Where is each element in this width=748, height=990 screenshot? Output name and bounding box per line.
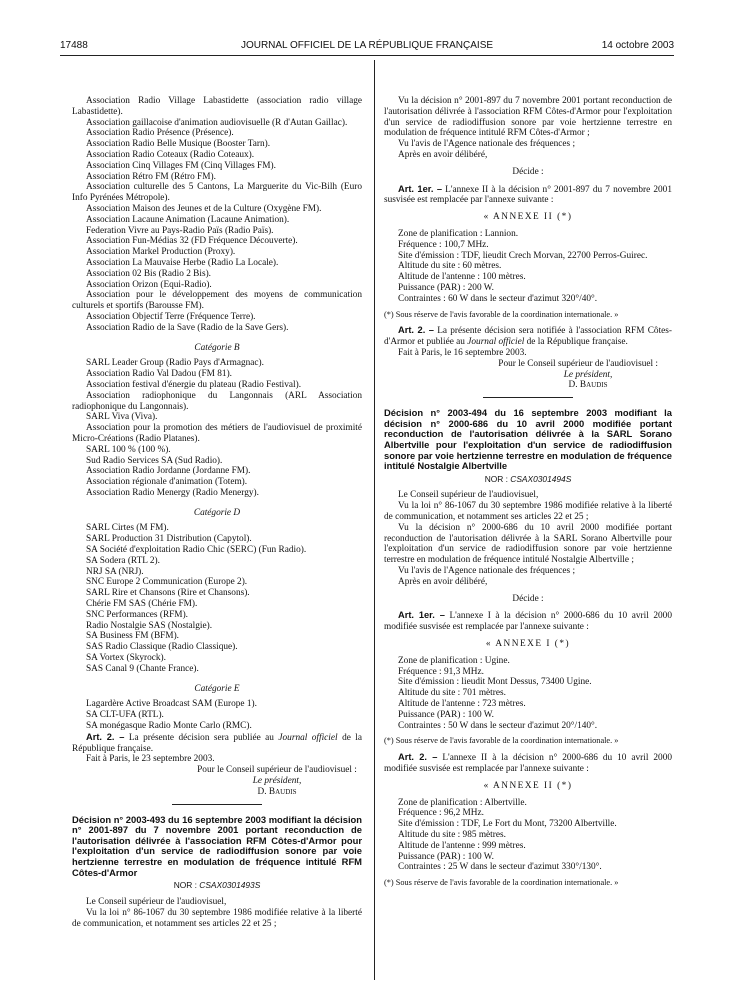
page-header (60, 40, 674, 54)
station-entry: Association Radio Présence (Présence). (86, 128, 234, 139)
article-1: Art. 1er. – L'annexe II à la décision n° 2001-897 du 7 novembre 2001 susvisée est remplacée par l'annexe suivante : (384, 183, 672, 206)
station-entry: Association radiophonique du Langonnais (ARL Association radiophonique du Langonnais). (72, 390, 362, 412)
annexe-line: Altitude de l'antenne : 723 mètres. (398, 699, 526, 710)
station-entry: SARL 100 % (100 %). (86, 444, 171, 455)
station-entry: Association Radio Val Dadou (FM 81). (86, 369, 232, 380)
issue-date: 14 octobre 2003 (601, 40, 674, 51)
annexe-line: Site d'émission : TDF, Le Fort du Mont, 73200 Albertville. (398, 819, 617, 830)
signature-role: Le président, (252, 776, 302, 787)
category-b-list (72, 358, 362, 498)
station-entry: SA monégasque Radio Monte Carlo (RMC). (86, 721, 252, 732)
station-entry: SA Sodera (RTL 2). (86, 555, 160, 566)
station-entry: Association Radio Village Labastidette (association radio village Labastidette). (72, 96, 362, 117)
station-entry: Association Radio Menergy (Radio Menergy). (86, 487, 259, 498)
signature-line: Pour le Conseil supérieur de l'audiovisuel : (498, 358, 658, 369)
article-2: Art. 2. – L'annexe II à la décision n° 2000-686 du 10 avril 2000 modifiée susvisée est remplacée par l'annexe suivante : (384, 752, 672, 775)
signature-name: D. Baudis (568, 380, 608, 391)
station-entry: Lagardère Active Broadcast SAM (Europe 1). (86, 699, 257, 710)
annexe-title: « ANNEXE II (*) (483, 212, 573, 223)
station-entry: SA Business FM (BFM). (86, 631, 179, 642)
station-entry: Association Radio Coteaux (Radio Coteaux). (86, 149, 255, 160)
annexe-line: Fréquence : 100,7 MHz. (398, 239, 489, 250)
station-entry: Association Lacaune Animation (Lacaune Animation). (86, 214, 290, 225)
body-paragraph: Vu la loi n° 86-1067 du 30 septembre 1986 modifiée relative à la liberté de communication, et notamment ses articles 22 et 25 ; (384, 501, 672, 523)
station-entry: SA Société d'exploitation Radio Chic (SERC) (Fun Radio). (86, 545, 307, 556)
category-e-title: Catégorie E (194, 683, 240, 694)
article-2: Art. 2. – La présente décision sera notifiée à l'association RFM Côtes-d'Armor et publiée au Journal officiel de la République française. (384, 325, 672, 348)
station-entry: Association Radio de la Save (Radio de la Save Gers). (86, 322, 289, 333)
body-paragraph: Après en avoir délibéré, (398, 149, 488, 160)
annexe-line: Zone de planification : Ugine. (398, 655, 510, 666)
annexe-line: Contraintes : 50 W dans le secteur d'azimut 20°/140°. (398, 720, 598, 731)
station-entry: SARL Leader Group (Radio Pays d'Armagnac). (86, 358, 264, 369)
column-divider (374, 60, 375, 980)
station-entry: Association Radio Belle Musique (Booster Tarn). (86, 139, 271, 150)
annexe-list (384, 656, 672, 732)
body-paragraph: Vu la décision n° 2001-897 du 7 novembre 2001 portant reconduction de l'autorisation délivrée à l'association RFM Côtes-d'Armor pour l'exploitation d'un service de radiodiffusion sonore par voie hertzienne terrestre en modulation de fréquence intitulé RFM Côtes-d'Armor ; (384, 96, 672, 139)
annexe-line: Altitude du site : 701 mètres. (398, 688, 506, 699)
annexe-list (384, 229, 672, 305)
annexe-line: Altitude de l'antenne : 999 mètres. (398, 840, 526, 851)
decide-heading: Décide : (512, 593, 544, 604)
station-entry: Association Orizon (Equi-Radio). (86, 279, 212, 290)
body-paragraph: Vu l'avis de l'Agence nationale des fréquences ; (398, 566, 576, 577)
body-paragraph: Le Conseil supérieur de l'audiovisuel, (398, 490, 539, 501)
signature-name: D. Baudis (257, 786, 297, 797)
annexe-line: Site d'émission : lieudit Mont Dessus, 73400 Ugine. (398, 677, 592, 688)
body-paragraph: Le Conseil supérieur de l'audiovisuel, (86, 896, 227, 907)
journal-title: JOURNAL OFFICIEL DE LA RÉPUBLIQUE FRANÇAISE (240, 40, 494, 51)
right-column (384, 96, 672, 894)
station-entry: Association Maison des Jeunes et de la Culture (Oxygène FM). (86, 203, 322, 214)
station-entry: SARL Cirtes (M FM). (86, 523, 169, 534)
annexe-line: Contraintes : 25 W dans le secteur d'azimut 330°/130°. (398, 862, 602, 873)
header-rule (60, 55, 674, 56)
station-entry: SARL Viva (Viva). (86, 412, 158, 423)
decision-title: Décision n° 2003-494 du 16 septembre 2003 modifiant la décision n° 2000-686 du 10 avril 2000 modifiée portant reconduction de l'autorisation délivrée à la SARL Sorano Albertville pour l'exploitation d'un service de radiodiffusion sonore par voie hertzienne terrestre en modulation de fréquence intitulé Nostalgie Albertville (384, 407, 672, 472)
annexe-line: Puissance (PAR) : 100 W. (398, 851, 494, 862)
body-paragraph: Après en avoir délibéré, (398, 576, 488, 587)
annexe-line: Site d'émission : TDF, lieudit Crech Morvan, 22700 Perros-Guirec. (398, 250, 648, 261)
nor-reference: NOR : CSAX0301494S (484, 473, 572, 484)
station-entry: SA Vortex (Skyrock). (86, 653, 166, 664)
signature-line: Pour le Conseil supérieur de l'audiovisuel : (197, 765, 357, 776)
footnote: (*) Sous réserve de l'avis favorable de la coordination internationale. » (384, 736, 619, 746)
station-entry: Association pour la promotion des métiers de l'audiovisuel de proximité Micro-Créations (Radio Platanes). (72, 423, 362, 444)
station-entry: NRJ SA (NRJ). (86, 566, 144, 577)
annexe-title: « ANNEXE II (*) (483, 780, 573, 791)
station-entry: Association Fun-Médias 32 (FD Fréquence Découverte). (86, 236, 298, 247)
station-entry: SNC Europe 2 Communication (Europe 2). (86, 577, 248, 588)
category-a-list (72, 96, 362, 334)
body-paragraph: Vu l'avis de l'Agence nationale des fréquences ; (398, 139, 576, 150)
decide-heading: Décide : (512, 166, 544, 177)
station-entry: SA CLT-UFA (RTL). (86, 710, 164, 721)
category-e-list (72, 699, 362, 731)
annexe-line: Altitude de l'antenne : 100 mètres. (398, 272, 526, 283)
annexe-line: Fréquence : 91,3 MHz. (398, 666, 484, 677)
station-entry: SAS Radio Classique (Radio Classique). (86, 642, 238, 653)
annexe-line: Altitude du site : 985 mètres. (398, 830, 506, 840)
station-entry: SARL Rire et Chansons (Rire et Chansons). (86, 588, 250, 599)
footnote: (*) Sous réserve de l'avis favorable de la coordination internationale. » (384, 878, 619, 888)
category-d-list (72, 523, 362, 674)
station-entry: SAS Canal 9 (Chante France). (86, 663, 199, 674)
fait-a-paris: Fait à Paris, le 16 septembre 2003. (398, 347, 527, 358)
station-entry: Association Markel Production (Proxy). (86, 247, 236, 258)
station-entry: Association La Mauvaise Herbe (Radio La Locale). (86, 257, 279, 268)
annexe-line: Zone de planification : Albertville. (398, 797, 527, 808)
decision-title: Décision n° 2003-493 du 16 septembre 2003 modifiant la décision n° 2001-897 du 7 novembre 2001 portant reconduction de l'autorisation délivrée à l'association RFM Côtes-d'Armor pour l'exploitation d'un service de radiodiffusion sonore par voie hertzienne terrestre en modulation de fréquence intitulé RFM Côtes-d'Armor (72, 813, 362, 878)
body-paragraph: Vu la décision n° 2000-686 du 10 avril 2000 modifiée portant reconduction de l'autorisation délivrée à la SARL Sorano Albertville pour l'exploitation d'un service de radiodiffusion sonore par voie hertzienne terrestre en modulation de fréquence intitulé Nostalgie Albertville ; (384, 522, 672, 566)
signature-role: Le président, (563, 369, 613, 380)
fait-a-paris: Fait à Paris, le 23 septembre 2003. (86, 754, 215, 765)
annexe-title: « ANNEXE I (*) (485, 639, 571, 650)
annexe-line: Puissance (PAR) : 100 W. (398, 709, 494, 720)
left-column (72, 96, 362, 929)
article-1: Art. 1er. – L'annexe I à la décision n° 2000-686 du 10 avril 2000 modifiée susvisée est remplacée par l'annexe suivante : (384, 610, 672, 633)
article-2: Art. 2. – La présente décision sera publiée au Journal officiel de la République française. (72, 731, 362, 754)
page-number: 17488 (60, 40, 88, 51)
nor-reference: NOR : CSAX0301493S (173, 880, 261, 891)
separator-rule (172, 804, 262, 805)
annexe-line: Contraintes : 60 W dans le secteur d'azimut 320°/40°. (398, 293, 598, 304)
station-entry: Association Cinq Villages FM (Cinq Villages FM). (86, 160, 276, 171)
annexe-line: Altitude du site : 60 mètres. (398, 261, 502, 272)
footnote: (*) Sous réserve de l'avis favorable de la coordination internationale. » (384, 309, 619, 319)
station-entry: Chérie FM SAS (Chérie FM). (86, 599, 198, 610)
station-entry: Sud Radio Services SA (Sud Radio). (86, 455, 223, 466)
station-entry: SARL Production 31 Distribution (Capytol). (86, 534, 252, 545)
station-entry: Association culturelle des 5 Cantons, La Marguerite du Vic-Bilh (Euro Info Pyrénées Métropole). (72, 182, 362, 204)
annexe-line: Fréquence : 96,2 MHz. (398, 808, 484, 819)
station-entry: Association régionale d'animation (Totem). (86, 477, 248, 488)
station-entry: Association Rétro FM (Rétro FM). (86, 171, 216, 182)
annexe-line: Zone de planification : Lannion. (398, 228, 519, 239)
station-entry: Federation Vivre au Pays-Radio Païs (Radio Païs). (86, 225, 274, 236)
station-entry: Radio Nostalgie SAS (Nostalgie). (86, 620, 213, 631)
station-entry: Association 02 Bis (Radio 2 Bis). (86, 268, 211, 279)
category-d-title: Catégorie D (193, 507, 241, 518)
separator-rule (483, 397, 573, 398)
station-entry: SNC Performances (RFM). (86, 609, 188, 620)
station-entry: Association Radio Jordanne (Jordanne FM). (86, 466, 251, 477)
annexe-line: Puissance (PAR) : 200 W. (398, 282, 494, 293)
category-b-title: Catégorie B (194, 342, 240, 353)
station-entry: Association festival d'énergie du plateau (Radio Festival). (86, 379, 302, 390)
station-entry: Association gaillacoise d'animation audiovisuelle (R d'Autan Gaillac). (86, 117, 348, 128)
annexe-list (384, 798, 672, 874)
body-paragraph: Vu la loi n° 86-1067 du 30 septembre 1986 modifiée relative à la liberté de communication, et notamment ses articles 22 et 25 ; (72, 907, 362, 929)
station-entry: Association pour le développement des moyens de communication culturels et sportifs (Barousse FM). (72, 290, 362, 312)
station-entry: Association Objectif Terre (Fréquence Terre). (86, 311, 256, 322)
